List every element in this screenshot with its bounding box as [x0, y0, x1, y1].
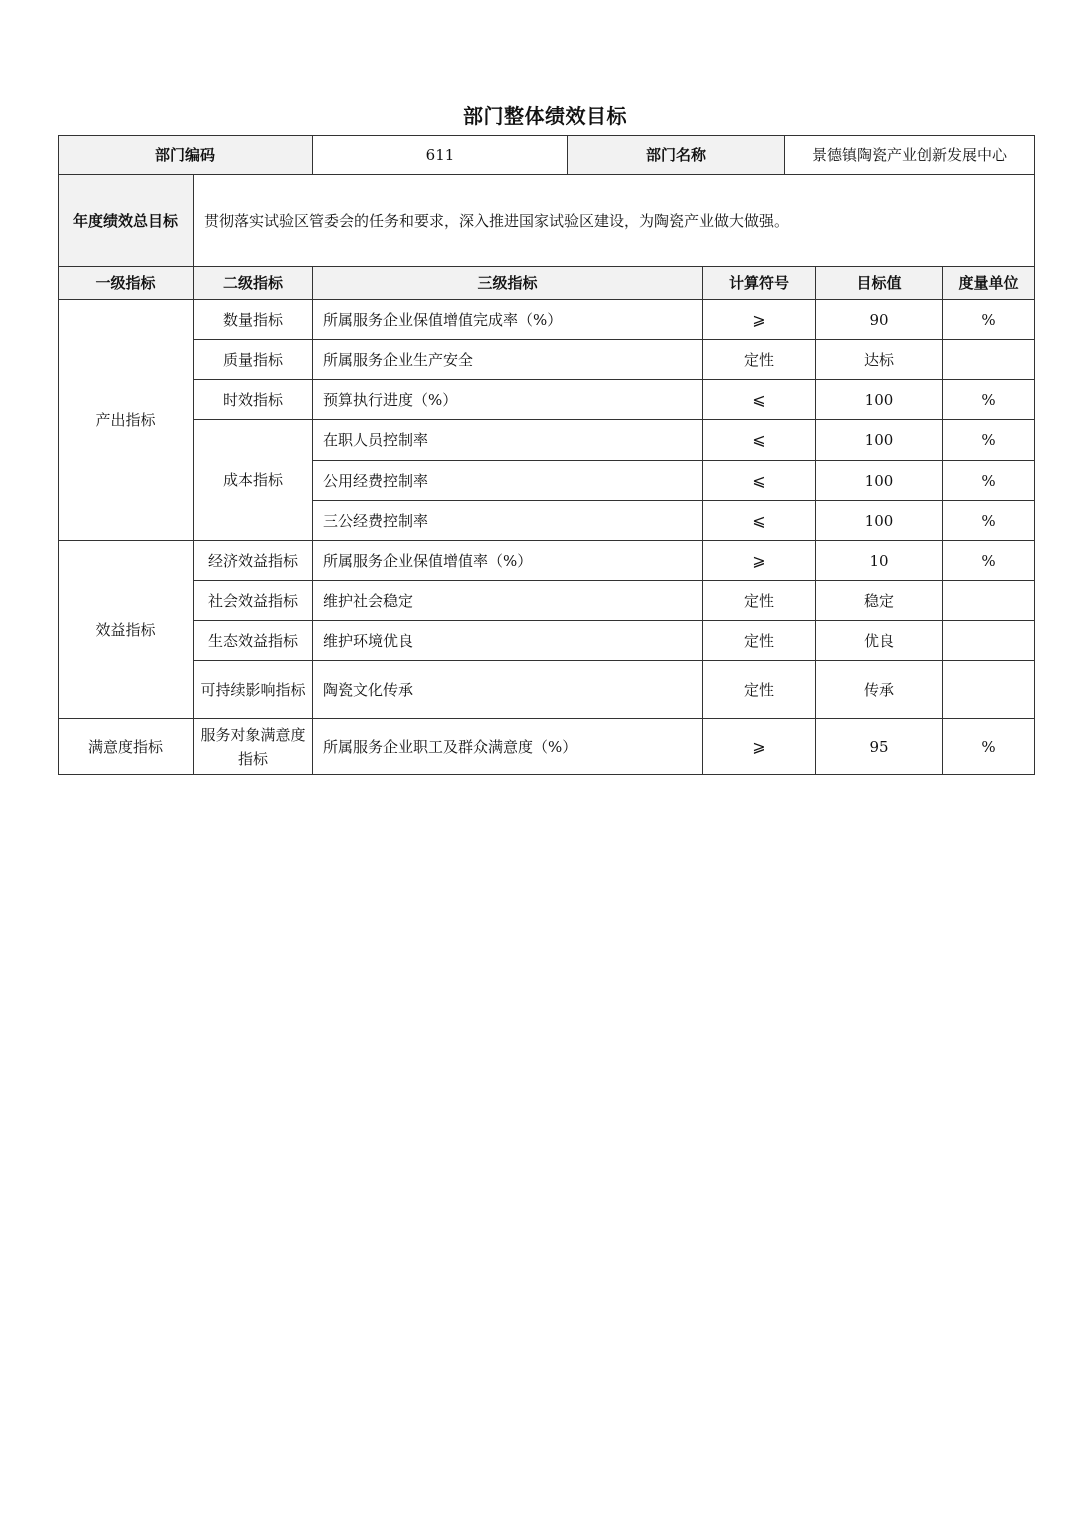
row-target: 100 [816, 501, 943, 541]
level2-cost: 成本指标 [194, 420, 313, 541]
level2-quality: 质量指标 [194, 340, 313, 380]
row-unit: % [943, 420, 1035, 461]
annual-goal-label: 年度绩效总目标 [58, 175, 194, 267]
row-unit: % [943, 380, 1035, 420]
row-item: 维护社会稳定 [313, 581, 703, 621]
level2-ecological: 生态效益指标 [194, 621, 313, 661]
row-item: 所属服务企业保值增值率（%） [313, 541, 703, 581]
level2-sustainable: 可持续影响指标 [194, 661, 313, 719]
header-symbol: 计算符号 [703, 267, 816, 300]
level1-output: 产出指标 [58, 300, 194, 541]
level1-satisfaction: 满意度指标 [58, 719, 194, 775]
row-symbol: ⩽ [703, 380, 816, 420]
row-symbol: ⩾ [703, 719, 816, 775]
row-symbol: ⩾ [703, 541, 816, 581]
performance-table [58, 135, 1035, 775]
level2-timeliness: 时效指标 [194, 380, 313, 420]
row-symbol: 定性 [703, 661, 816, 719]
dept-name-label: 部门名称 [568, 135, 785, 175]
row-unit [943, 581, 1035, 621]
row-unit [943, 661, 1035, 719]
header-target: 目标值 [816, 267, 943, 300]
row-symbol: ⩽ [703, 501, 816, 541]
row-target: 10 [816, 541, 943, 581]
row-item: 三公经费控制率 [313, 501, 703, 541]
dept-name-value: 景德镇陶瓷产业创新发展中心 [785, 135, 1035, 175]
level2-social: 社会效益指标 [194, 581, 313, 621]
level2-service-satisfaction: 服务对象满意度指标 [194, 719, 313, 775]
row-target: 优良 [816, 621, 943, 661]
row-unit [943, 621, 1035, 661]
row-symbol: 定性 [703, 340, 816, 380]
row-item: 维护环境优良 [313, 621, 703, 661]
row-symbol: ⩾ [703, 300, 816, 340]
row-item: 公用经费控制率 [313, 461, 703, 501]
header-level2: 二级指标 [194, 267, 313, 300]
row-target: 100 [816, 461, 943, 501]
dept-code-value: 611 [313, 135, 568, 175]
row-unit: % [943, 541, 1035, 581]
row-target: 达标 [816, 340, 943, 380]
row-target: 传承 [816, 661, 943, 719]
annual-goal-text: 贯彻落实试验区管委会的任务和要求，深入推进国家试验区建设，为陶瓷产业做大做强。 [194, 175, 1035, 267]
level2-quantity: 数量指标 [194, 300, 313, 340]
level1-benefit: 效益指标 [58, 541, 194, 719]
row-target: 90 [816, 300, 943, 340]
row-unit: % [943, 461, 1035, 501]
row-item: 所属服务企业保值增值完成率（%） [313, 300, 703, 340]
row-symbol: 定性 [703, 581, 816, 621]
row-symbol: 定性 [703, 621, 816, 661]
row-unit [943, 340, 1035, 380]
dept-code-label: 部门编码 [58, 135, 313, 175]
row-symbol: ⩽ [703, 461, 816, 501]
row-target: 95 [816, 719, 943, 775]
row-item: 陶瓷文化传承 [313, 661, 703, 719]
row-item: 所属服务企业职工及群众满意度（%） [313, 719, 703, 775]
page-title: 部门整体绩效目标 [463, 104, 627, 128]
row-target: 100 [816, 420, 943, 461]
header-unit: 度量单位 [943, 267, 1035, 300]
row-symbol: ⩽ [703, 420, 816, 461]
row-item: 在职人员控制率 [313, 420, 703, 461]
header-level1: 一级指标 [58, 267, 194, 300]
row-item: 预算执行进度（%） [313, 380, 703, 420]
row-unit: % [943, 719, 1035, 775]
row-target: 100 [816, 380, 943, 420]
row-unit: % [943, 300, 1035, 340]
row-unit: % [943, 501, 1035, 541]
level2-economic: 经济效益指标 [194, 541, 313, 581]
row-item: 所属服务企业生产安全 [313, 340, 703, 380]
row-target: 稳定 [816, 581, 943, 621]
header-level3: 三级指标 [313, 267, 703, 300]
